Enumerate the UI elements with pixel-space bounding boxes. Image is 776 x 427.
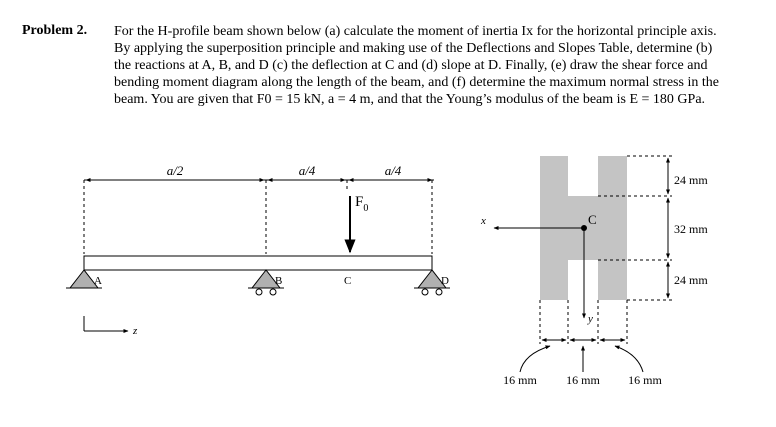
centroid-dot xyxy=(581,225,587,231)
problem-line-4: bending moment diagram along the length of the beam, and (f) determine the maximum normal stress in the xyxy=(114,75,719,90)
beam xyxy=(84,256,432,270)
centroid-label: C xyxy=(588,212,597,227)
width-label-left: 16 mm xyxy=(503,373,537,387)
support-d xyxy=(414,270,450,295)
width-label-right: 16 mm xyxy=(628,373,662,387)
dim-label-a-half: a/2 xyxy=(166,163,184,178)
width-label-mid: 16 mm xyxy=(566,373,600,387)
axis-indicator xyxy=(84,316,138,337)
x-axis-label: x xyxy=(481,215,486,227)
height-label-top: 24 mm xyxy=(674,173,708,187)
height-label-bottom: 24 mm xyxy=(674,273,708,287)
axis-label-z: z xyxy=(133,325,138,337)
label-a: A xyxy=(94,275,102,287)
force-label: $F_0$ xyxy=(355,194,369,214)
problem-line-3: the reactions at A, B, and D (c) the deflection at C and (d) slope at D. Finally, (e) draw the shear force and xyxy=(114,58,708,73)
label-b: B xyxy=(275,275,283,287)
problem-line-2: By applying the superposition principle and making use of the Deflections and Slopes Table, determine (b) xyxy=(114,41,713,56)
y-axis-label: y xyxy=(588,313,593,325)
beam-diagram xyxy=(66,163,450,337)
dim-label-a-quarter-2: a/4 xyxy=(384,163,402,178)
cross-section xyxy=(480,156,708,387)
dim-label-a-quarter-1: a/4 xyxy=(298,163,316,178)
problem-line-5: beam. You are given that F0 = 15 kN, a = 4 m, and that the Young’s modulus of the beam is E = 180 GPa. xyxy=(114,92,706,107)
support-a xyxy=(66,270,102,288)
problem-label: Problem 2. xyxy=(22,23,88,38)
label-d: D xyxy=(441,275,449,287)
height-label-mid: 32 mm xyxy=(674,222,708,236)
label-c: C xyxy=(344,275,352,287)
problem-line-1: For the H-profile beam shown below (a) calculate the moment of inertia Ix for the horizontal principle axis. xyxy=(114,24,717,39)
support-b xyxy=(248,270,284,295)
